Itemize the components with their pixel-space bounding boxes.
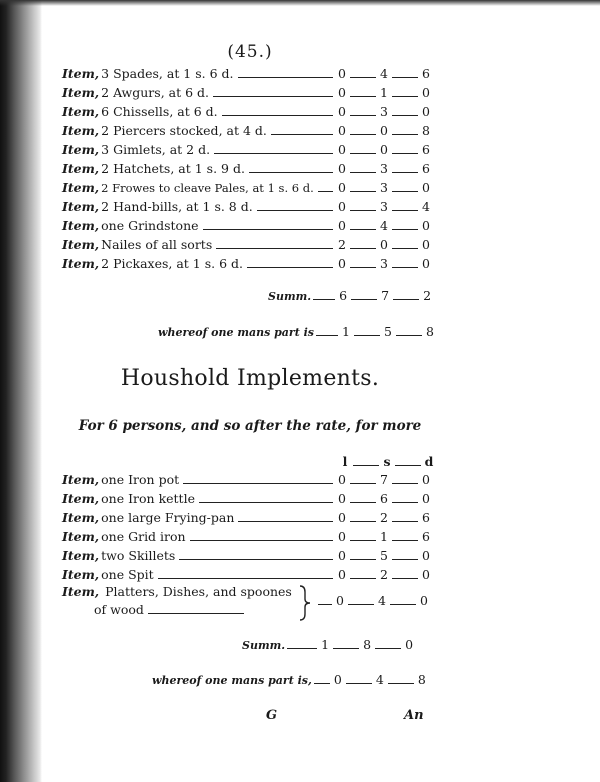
item-keyword: Item, bbox=[62, 567, 100, 582]
amount-shillings: 3 bbox=[380, 180, 388, 195]
dash bbox=[350, 77, 376, 78]
dash bbox=[350, 483, 376, 484]
amount-pence: 6 bbox=[422, 510, 430, 525]
dash bbox=[392, 96, 418, 97]
ledger-row bbox=[62, 161, 432, 179]
item-description: one large Frying-pan bbox=[101, 510, 235, 525]
dash bbox=[316, 335, 338, 336]
ledger-row bbox=[62, 142, 432, 160]
amount-shillings: 0 bbox=[380, 237, 388, 252]
amount-shillings: 3 bbox=[380, 161, 388, 176]
dash bbox=[392, 540, 418, 541]
item-keyword: Item, bbox=[62, 584, 100, 599]
dash bbox=[392, 172, 418, 173]
leader-line bbox=[238, 77, 334, 78]
dash bbox=[350, 172, 376, 173]
amount-shillings: 0 bbox=[380, 142, 388, 157]
sum-label: Summ. bbox=[268, 290, 312, 303]
dash bbox=[318, 604, 332, 605]
ledger-row bbox=[62, 256, 432, 274]
dash bbox=[313, 299, 335, 300]
dash bbox=[390, 604, 416, 605]
ledger-row bbox=[62, 104, 432, 122]
leader-line bbox=[222, 115, 333, 116]
amount-shillings: 7 bbox=[381, 288, 390, 303]
dash bbox=[346, 683, 372, 684]
dash bbox=[333, 648, 359, 649]
amount-shillings: 7 bbox=[380, 472, 388, 487]
item-description: two Skillets bbox=[101, 548, 176, 563]
item-keyword: Item, bbox=[62, 218, 100, 233]
leader-line bbox=[213, 96, 333, 97]
leader-line bbox=[203, 229, 333, 230]
amount-pence: 0 bbox=[422, 548, 430, 563]
page-number: (45.) bbox=[227, 42, 273, 62]
amount-pence: 0 bbox=[422, 85, 430, 100]
amount-shillings: 4 bbox=[380, 66, 388, 81]
amount-pence: 8 bbox=[426, 324, 434, 339]
dash bbox=[348, 604, 374, 605]
amount-pence: 6 bbox=[422, 529, 430, 544]
dash bbox=[388, 683, 414, 684]
item-keyword: Item, bbox=[62, 104, 100, 119]
amount-pounds: 2 bbox=[338, 237, 346, 252]
dash bbox=[350, 134, 376, 135]
ledger-row bbox=[62, 123, 432, 141]
column-shillings: s bbox=[383, 454, 391, 469]
item-description: 2 Frowes to cleave Pales, at 1 s. 6 d. bbox=[101, 181, 314, 195]
dash bbox=[396, 335, 422, 336]
dash bbox=[351, 299, 377, 300]
dash bbox=[392, 248, 418, 249]
amount-pounds: 1 bbox=[342, 324, 350, 339]
dash bbox=[350, 267, 376, 268]
dash bbox=[350, 559, 376, 560]
item-keyword: Item, bbox=[62, 472, 100, 487]
dash bbox=[350, 502, 376, 503]
amount-pence: 6 bbox=[422, 161, 430, 176]
ledger-row bbox=[62, 66, 432, 84]
household-share bbox=[152, 672, 428, 688]
amount-pounds: 0 bbox=[338, 510, 346, 525]
ledger-row-multiline bbox=[62, 584, 432, 624]
leader-line bbox=[216, 248, 333, 249]
multiline-amounts bbox=[316, 593, 430, 609]
ledger-row bbox=[62, 510, 432, 528]
dash bbox=[395, 465, 421, 466]
amount-pence: 4 bbox=[422, 199, 430, 214]
amount-shillings: 4 bbox=[375, 672, 384, 687]
amount-pence: 0 bbox=[422, 104, 430, 119]
multiline-first-line bbox=[62, 584, 292, 599]
item-description: 2 Pickaxes, at 1 s. 6 d. bbox=[101, 256, 243, 271]
amount-pounds: 0 bbox=[338, 123, 346, 138]
amount-pounds: 0 bbox=[338, 142, 346, 157]
dash bbox=[314, 683, 330, 684]
column-pence: d bbox=[424, 454, 434, 469]
section-subheading: For 6 persons, and so after the rate, for more bbox=[78, 418, 422, 434]
item-keyword: Item, bbox=[62, 142, 100, 157]
dash bbox=[350, 521, 376, 522]
amount-shillings: 5 bbox=[384, 324, 392, 339]
amount-pence: 0 bbox=[422, 180, 430, 195]
leader-line bbox=[249, 172, 333, 173]
multiline-second-line bbox=[94, 602, 247, 618]
leader-line bbox=[257, 210, 333, 211]
dash bbox=[392, 134, 418, 135]
dash bbox=[392, 521, 418, 522]
amount-pounds: 0 bbox=[338, 199, 346, 214]
item-keyword: Item, bbox=[62, 85, 100, 100]
amount-pence: 0 bbox=[422, 472, 430, 487]
item-keyword: Item, bbox=[62, 199, 100, 214]
amount-shillings: 2 bbox=[380, 567, 388, 582]
amount-pounds: 0 bbox=[338, 180, 346, 195]
item-description: 2 Piercers stocked, at 4 d. bbox=[101, 123, 267, 138]
amount-shillings: 5 bbox=[380, 548, 388, 563]
amount-pounds: 0 bbox=[338, 218, 346, 233]
column-pounds: l bbox=[342, 454, 348, 469]
ledger-row bbox=[62, 529, 432, 547]
amount-pence: 0 bbox=[422, 218, 430, 233]
amount-shillings: 1 bbox=[380, 529, 388, 544]
item-description: Platters, Dishes, and spoones bbox=[105, 584, 292, 599]
amount-pounds: 0 bbox=[338, 548, 346, 563]
leader-line bbox=[199, 502, 333, 503]
amount-pounds: 0 bbox=[338, 491, 346, 506]
amount-pence: 0 bbox=[422, 237, 430, 252]
dash bbox=[392, 115, 418, 116]
tools-sum bbox=[268, 288, 433, 304]
amount-pence: 6 bbox=[422, 142, 430, 157]
amount-shillings: 2 bbox=[380, 510, 388, 525]
amount-pounds: 0 bbox=[338, 161, 346, 176]
dash bbox=[392, 153, 418, 154]
amount-pence: 6 bbox=[422, 66, 430, 81]
amount-shillings: 3 bbox=[380, 199, 388, 214]
leader-line bbox=[271, 134, 333, 135]
ledger-row bbox=[62, 199, 432, 217]
tools-share bbox=[158, 324, 436, 340]
dash bbox=[350, 96, 376, 97]
dash bbox=[287, 648, 317, 649]
item-description: 3 Gimlets, at 2 d. bbox=[101, 142, 211, 157]
amount-pence: 0 bbox=[422, 491, 430, 506]
dash bbox=[392, 502, 418, 503]
item-description: one Grid iron bbox=[101, 529, 186, 544]
item-keyword: Item, bbox=[62, 180, 100, 195]
amount-pence: 0 bbox=[422, 256, 430, 271]
leader-line bbox=[214, 153, 333, 154]
amount-shillings: 1 bbox=[380, 85, 388, 100]
ledger-row bbox=[62, 180, 432, 198]
item-description: one Grindstone bbox=[101, 218, 199, 233]
ledger-row bbox=[62, 237, 432, 255]
item-description: Nailes of all sorts bbox=[101, 237, 213, 252]
document-page bbox=[60, 0, 440, 782]
amount-pence: 0 bbox=[422, 567, 430, 582]
ledger-row bbox=[62, 548, 432, 566]
amount-pounds: 0 bbox=[338, 85, 346, 100]
dash bbox=[392, 77, 418, 78]
share-label: whereof one mans part is, bbox=[152, 674, 312, 687]
curly-brace-icon bbox=[298, 584, 312, 622]
amount-shillings: 4 bbox=[380, 218, 388, 233]
amount-shillings: 3 bbox=[380, 104, 388, 119]
leader-line bbox=[183, 483, 333, 484]
dash bbox=[392, 229, 418, 230]
item-keyword: Item, bbox=[62, 66, 100, 81]
dash bbox=[350, 540, 376, 541]
ledger-row bbox=[62, 85, 432, 103]
leader-line bbox=[247, 267, 333, 268]
share-label: whereof one mans part is bbox=[158, 326, 315, 339]
signature-mark: G bbox=[266, 708, 278, 723]
amount-pounds: 1 bbox=[321, 637, 330, 652]
leader-line bbox=[179, 559, 333, 560]
dash bbox=[375, 648, 401, 649]
amount-pence: 2 bbox=[423, 288, 432, 303]
item-keyword: Item, bbox=[62, 123, 100, 138]
amount-pounds: 0 bbox=[338, 66, 346, 81]
amount-pence: 8 bbox=[422, 123, 430, 138]
scan-edge-shadow bbox=[0, 0, 42, 782]
item-keyword: Item, bbox=[62, 256, 100, 271]
leader-line bbox=[148, 613, 244, 614]
amount-pounds: 0 bbox=[338, 104, 346, 119]
amount-pence: 0 bbox=[405, 637, 414, 652]
catchword: An bbox=[404, 708, 424, 723]
amount-pounds: 0 bbox=[338, 472, 346, 487]
dash bbox=[350, 115, 376, 116]
amount-pounds: 0 bbox=[338, 529, 346, 544]
item-description: 6 Chissells, at 6 d. bbox=[101, 104, 218, 119]
item-keyword: Item, bbox=[62, 237, 100, 252]
dash bbox=[392, 483, 418, 484]
ledger-row bbox=[62, 567, 432, 585]
dash bbox=[353, 465, 379, 466]
amount-shillings: 6 bbox=[380, 491, 388, 506]
amount-shillings: 3 bbox=[380, 256, 388, 271]
item-description: one Spit bbox=[101, 567, 154, 582]
column-headers bbox=[339, 454, 435, 470]
dash bbox=[350, 248, 376, 249]
leader-line bbox=[318, 191, 333, 192]
item-description: 2 Hand-bills, at 1 s. 8 d. bbox=[101, 199, 253, 214]
dash bbox=[350, 191, 376, 192]
dash bbox=[354, 335, 380, 336]
leader-line bbox=[158, 578, 333, 579]
leader-line bbox=[238, 521, 333, 522]
leader-line bbox=[190, 540, 333, 541]
item-keyword: Item, bbox=[62, 161, 100, 176]
section-heading: Houshold Implements. bbox=[120, 366, 380, 391]
item-description-continued: of wood bbox=[94, 602, 144, 617]
amount-shillings: 0 bbox=[380, 123, 388, 138]
household-sum bbox=[242, 637, 415, 653]
dash bbox=[350, 210, 376, 211]
dash bbox=[392, 191, 418, 192]
item-keyword: Item, bbox=[62, 491, 100, 506]
item-keyword: Item, bbox=[62, 548, 100, 563]
ledger-row bbox=[62, 218, 432, 236]
amount-pounds: 6 bbox=[339, 288, 348, 303]
dash bbox=[350, 578, 376, 579]
dash bbox=[393, 299, 419, 300]
item-description: one Iron pot bbox=[101, 472, 180, 487]
ledger-row bbox=[62, 472, 432, 490]
item-description: 2 Hatchets, at 1 s. 9 d. bbox=[101, 161, 245, 176]
amount-pence: 8 bbox=[417, 672, 426, 687]
amount-pounds: 0 bbox=[338, 256, 346, 271]
item-description: one Iron kettle bbox=[101, 491, 195, 506]
dash bbox=[392, 578, 418, 579]
dash bbox=[350, 229, 376, 230]
amount-pounds: 0 bbox=[333, 672, 342, 687]
amount-shillings: 4 bbox=[378, 593, 386, 608]
amount-pence: 0 bbox=[420, 593, 428, 608]
dash bbox=[392, 267, 418, 268]
item-description: 3 Spades, at 1 s. 6 d. bbox=[101, 66, 234, 81]
amount-pounds: 0 bbox=[336, 593, 344, 608]
dash bbox=[392, 559, 418, 560]
ledger-row bbox=[62, 491, 432, 509]
sum-label: Summ. bbox=[242, 639, 286, 652]
amount-shillings: 8 bbox=[363, 637, 372, 652]
amount-pounds: 0 bbox=[338, 567, 346, 582]
item-description: 2 Awgurs, at 6 d. bbox=[101, 85, 209, 100]
item-keyword: Item, bbox=[62, 510, 100, 525]
dash bbox=[350, 153, 376, 154]
item-keyword: Item, bbox=[62, 529, 100, 544]
dash bbox=[392, 210, 418, 211]
